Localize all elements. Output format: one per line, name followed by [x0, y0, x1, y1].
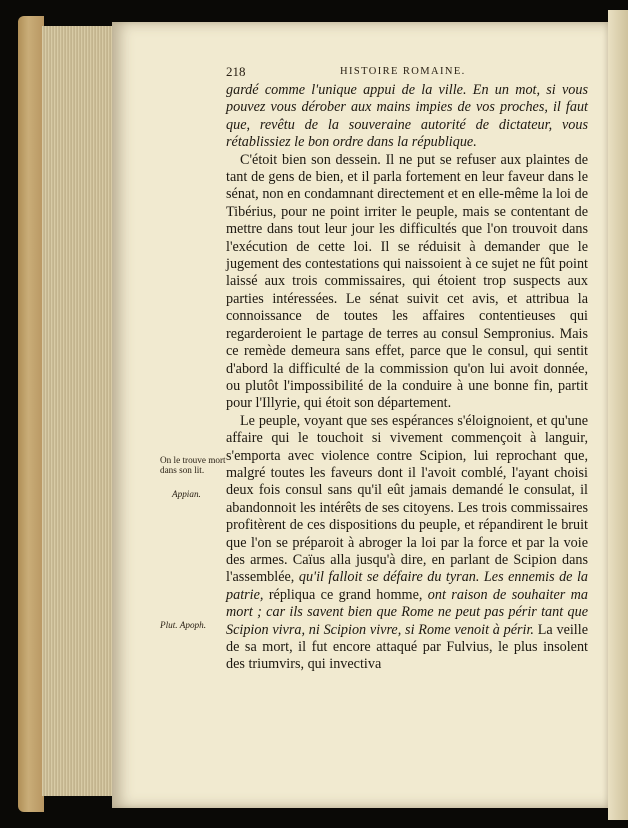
- paragraph-1: gardé comme l'unique appui de la ville. En un mot, si vous pouvez vous dérober aux mains impies de vos proches, il faut que, revêtu de la souveraine autorité de dictateur, vous rétablissiez le bon ordre dans la république.: [226, 82, 588, 151]
- page-header: [226, 64, 586, 82]
- page-number: 218: [226, 64, 246, 79]
- running-title: HISTOIRE ROMAINE.: [340, 66, 466, 77]
- paragraph-3: Le peuple, voyant que ses espérances s'éloignoient, et qu'une affaire qui le touchoit si vivement commençoit à languir, s'emporta avec violence contre Scipion, lui reprochant que, malgré toutes les faveurs dont il l'avoit comblé, l'ayant choisi deux fois consul sans qu'il eût jamais demandé le consulat, il abandonnoit les intérêts de ses citoyens. Les trois commissaires profitèrent de ces dispositions du peuple, et répandirent le bruit que l'on se préparoit à abroger la loi par la force et par la voie des armes. Caïus alla jusqu'à dire, en parlant de Scipion dans l'assemblée, qu'il falloit se défaire du tyran. Les ennemis de la patrie, répliqua ce grand homme, ont raison de souhaiter ma mort ; car ils savent bien que Rome ne peut pas périr tant que Scipion vivra, ni Scipion vivre, si Rome venoit à périr. La veille de sa mort, il fut encore attaqué par Fulvius, le plus insolent des triumvirs, qui invectiva: [226, 412, 589, 673]
- body-text: [226, 82, 588, 674]
- facing-page-edge: [608, 10, 628, 820]
- paragraph-2: C'étoit bien son dessein. Il ne put se refuser aux plaintes de tant de gens de bien, et il parla fortement en leur faveur dans le sénat, non en condamnant directement et en elle-même la loi de Tibérius, pour ne point irriter le peuple, mais se contentant de mettre dans tout leur jour les difficultés que l'on trouvoit dans l'exécution de cette loi. Il se réduisit à demander que le jugement des contestations qui naissoient à ce sujet ne fût point laissé aux trois commissaires, qui étoient trop suspects aux parties intéressées. Le sénat suivit cet avis, et attribua la connoissance de toutes les affaires contentieuses qui regarderoient le partage de terres au consul Sempronius. Mais ce remède demeura sans effet, parce que le consul, qui sentit d'abord la difficulté de la commission qu'on lui avoit donnée, ou plutôt l'impossibilité de la conduire à une bonne fin, partit pour l'Illyrie, qui étoit son département.: [226, 151, 588, 412]
- margin-note-appian: Appian.: [172, 489, 201, 499]
- book-spine-edge: [18, 16, 44, 812]
- margin-note-plutarch: Plut. Apoph.: [160, 620, 207, 630]
- margin-note-death: On le trouve mort dans son lit.: [160, 455, 226, 476]
